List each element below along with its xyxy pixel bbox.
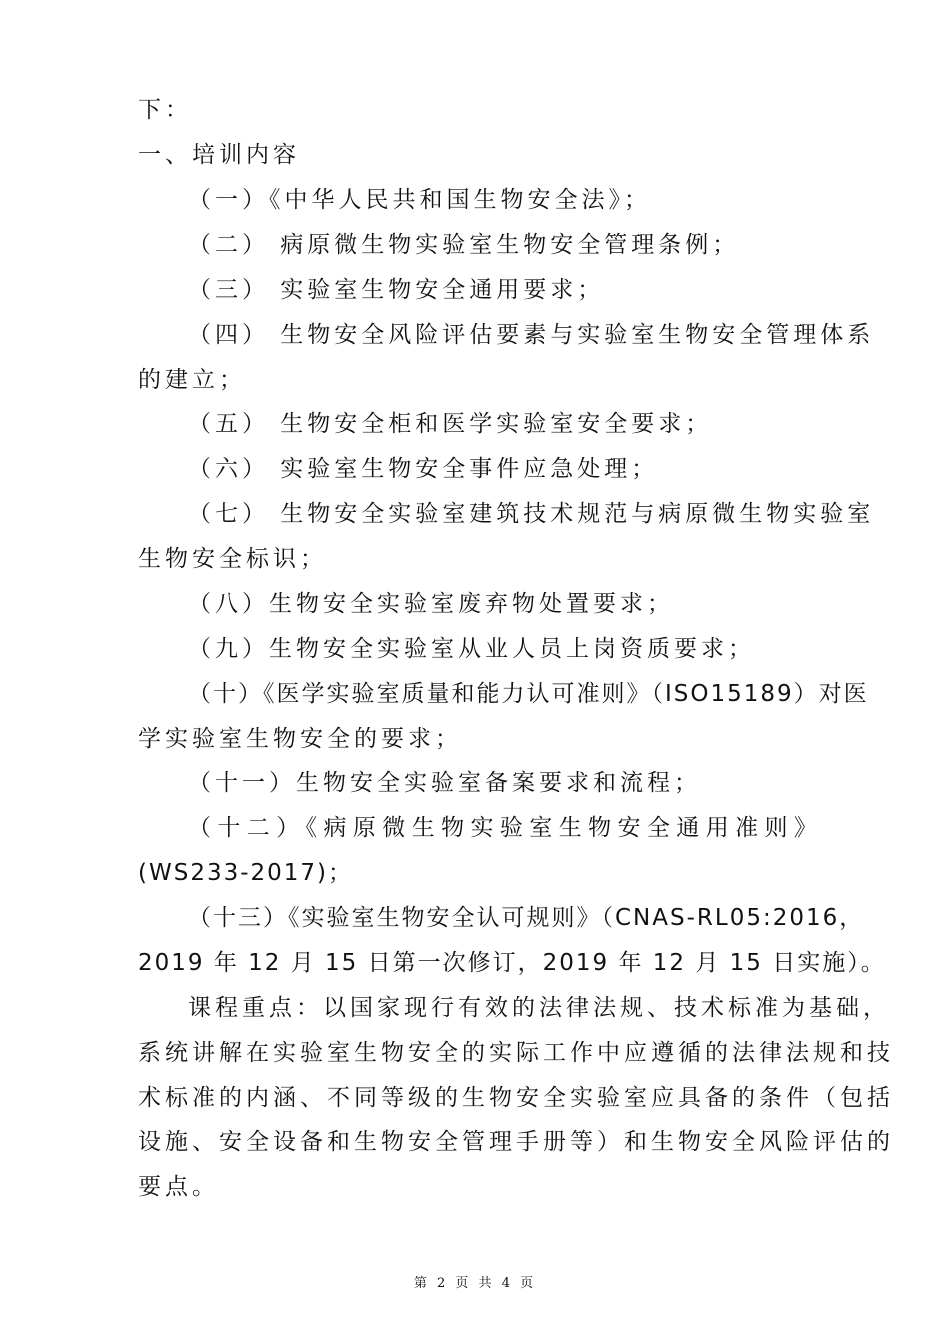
list-item: （二） 病原微生物实验室生物安全管理条例；	[188, 232, 740, 258]
paragraph-line: 系统讲解在实验室生物安全的实际工作中应遵循的法律法规和技	[138, 1040, 894, 1066]
list-item: （四） 生物安全风险评估要素与实验室生物安全管理体系	[188, 322, 875, 348]
page-number: 第 2 页 共 4 页	[413, 1276, 537, 1291]
list-item: （五） 生物安全柜和医学实验室安全要求；	[188, 411, 713, 437]
list-item-continuation: 2019 年 12 月 15 日第一次修订，2019 年 12 月 15 日实施）。	[138, 950, 886, 976]
list-item: （十）《医学实验室质量和能力认可准则》（ISO15189）对医	[188, 681, 869, 707]
list-item: （七） 生物安全实验室建筑技术规范与病原微生物实验室	[188, 501, 875, 527]
list-item-continuation: 学实验室生物安全的要求；	[138, 726, 462, 752]
section-heading: 一、培训内容	[138, 142, 300, 168]
list-item: （一）《中华人民共和国生物安全法》；	[188, 187, 651, 213]
list-item-continuation: 的建立；	[138, 367, 246, 393]
list-item: （十二）《病原微生物实验室生物安全通用准则》	[188, 815, 824, 841]
list-item-continuation: (WS233-2017)；	[138, 860, 354, 886]
paragraph-line: 课程重点：以国家现行有效的法律法规、技术标准为基础，	[188, 995, 890, 1021]
text-line: 下：	[138, 97, 192, 123]
list-item: （八）生物安全实验室废弃物处置要求；	[188, 591, 674, 617]
list-item: （三） 实验室生物安全通用要求；	[188, 277, 605, 303]
list-item: （十三）《实验室生物安全认可规则》（CNAS-RL05:2016，	[188, 905, 865, 931]
list-item: （十一）生物安全实验室备案要求和流程；	[188, 770, 701, 796]
paragraph-line: 术标准的内涵、不同等级的生物安全实验室应具备的条件（包括	[138, 1085, 894, 1111]
paragraph-line: 要点。	[138, 1174, 219, 1200]
list-item: （九）生物安全实验室从业人员上岗资质要求；	[188, 636, 755, 662]
list-item-continuation: 生物安全标识；	[138, 546, 327, 572]
list-item: （六） 实验室生物安全事件应急处理；	[188, 456, 659, 482]
paragraph-line: 设施、安全设备和生物安全管理手册等）和生物安全风险评估的	[138, 1129, 894, 1155]
